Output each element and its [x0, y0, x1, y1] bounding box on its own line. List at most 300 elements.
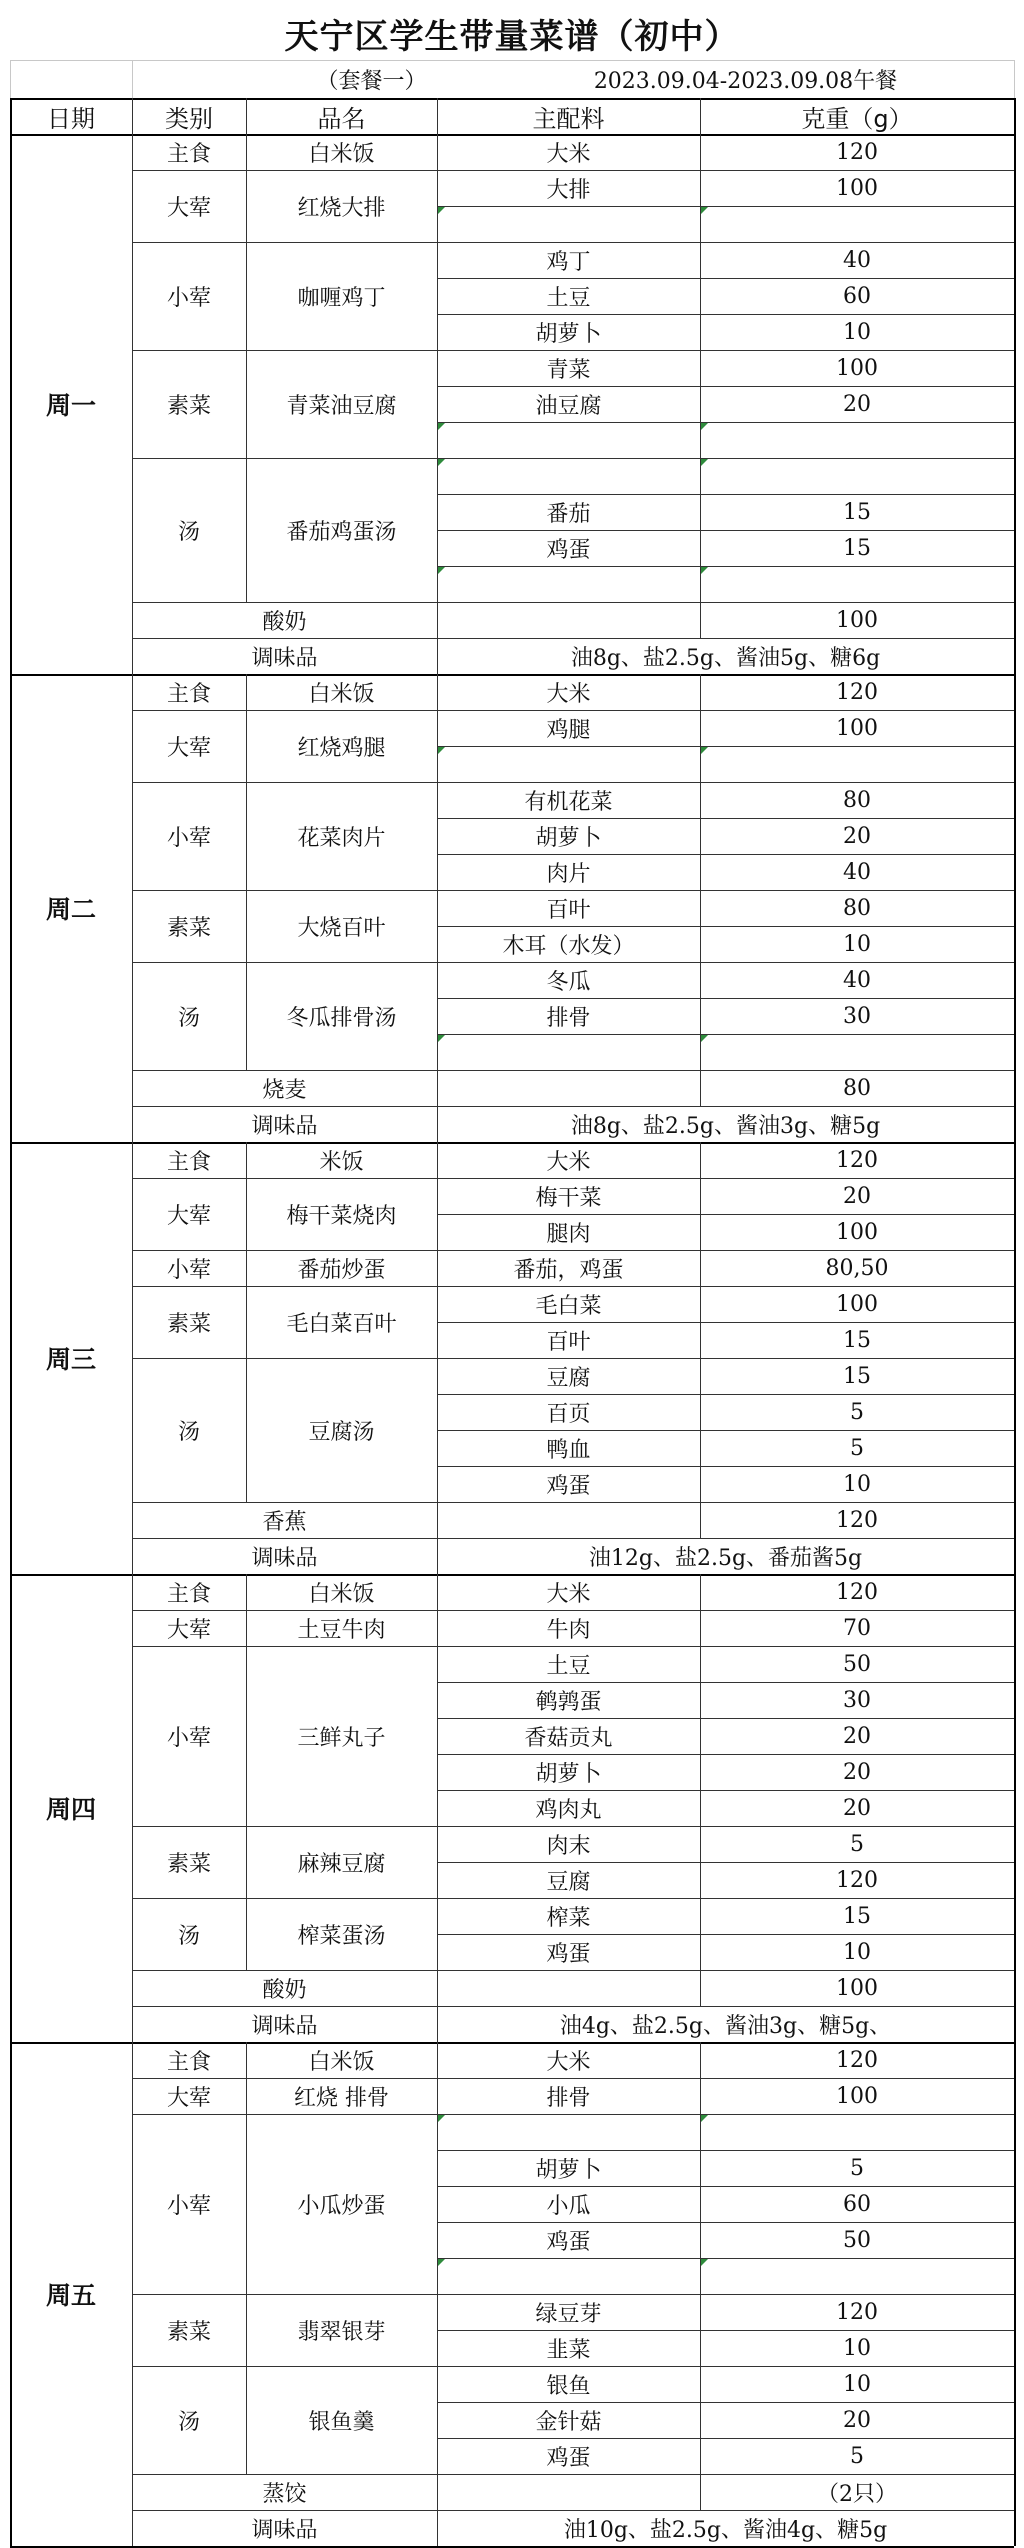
weight-cell [700, 2114, 1014, 2150]
ingredient-cell: 有机花菜 [524, 789, 613, 815]
grid-line [437, 674, 438, 1142]
weight-cell: 40 [843, 859, 871, 885]
grid-line [1014, 674, 1016, 1142]
weight-cell: 50 [843, 1651, 871, 1677]
cell-note-marker [438, 2115, 445, 2122]
weight-cell: 15 [843, 535, 871, 561]
grid-line [132, 2042, 133, 2546]
grid-line [132, 890, 1014, 891]
grid-line [437, 926, 1014, 927]
grid-line [132, 170, 1014, 171]
ingredient-cell: 梅干菜 [535, 1185, 602, 1211]
cell-note-marker [701, 459, 708, 466]
header-weight: 克重（g） [801, 104, 913, 133]
weight-cell: 80,50 [825, 1255, 889, 1281]
ingredient-cell: 鸡丁 [546, 249, 591, 275]
extra-item-weight: 120 [836, 1507, 878, 1533]
dish-cell: 红烧鸡腿 [297, 735, 386, 761]
extra-item-ingredient [437, 1502, 700, 1538]
weight-cell: 5 [850, 2443, 864, 2469]
ingredient-cell: 绿豆芽 [535, 2301, 602, 2327]
ingredient-cell: 鸡蛋 [546, 2445, 591, 2471]
seasoning-label: 调味品 [251, 1545, 318, 1571]
cell-note-marker [438, 207, 445, 214]
weight-cell: 100 [836, 2083, 878, 2109]
weight-cell: 10 [843, 319, 871, 345]
extra-item-weight: （2只） [817, 2481, 897, 2507]
ingredient-cell: 香菇贡丸 [524, 1725, 613, 1751]
extra-item-ingredient [437, 2474, 700, 2510]
dish-cell: 豆腐汤 [308, 1419, 375, 1445]
grid-line [437, 422, 1014, 423]
weight-cell: 30 [843, 1687, 871, 1713]
ingredient-cell [437, 1034, 700, 1070]
grid-line [1014, 60, 1015, 98]
weight-cell: 10 [843, 1471, 871, 1497]
ingredient-cell: 排骨 [546, 2085, 591, 2111]
grid-line [700, 2042, 701, 2510]
weight-cell [700, 2258, 1014, 2294]
grid-line [246, 1142, 247, 1502]
grid-line [132, 458, 1014, 459]
grid-line [437, 854, 1014, 855]
weight-cell: 120 [836, 679, 878, 705]
category-cell: 汤 [177, 2409, 200, 2435]
ingredient-cell: 冬瓜 [546, 969, 591, 995]
category-cell: 大荤 [166, 1203, 211, 1229]
category-cell: 汤 [177, 1419, 200, 1445]
extra-item-ingredient [437, 1070, 700, 1106]
category-cell: 主食 [166, 1149, 211, 1175]
grid-line [246, 98, 247, 134]
grid-line [437, 1394, 1014, 1395]
weight-cell: 70 [843, 1615, 871, 1641]
grid-line [10, 60, 11, 98]
weight-cell: 100 [836, 1219, 878, 1245]
grid-line [132, 674, 133, 1142]
page-title: 天宁区学生带量菜谱（初中） [284, 16, 740, 57]
dish-cell: 红烧 排骨 [294, 2085, 389, 2111]
day-label: 周二 [45, 895, 96, 924]
grid-line [437, 494, 1014, 495]
grid-line [132, 1358, 1014, 1359]
weight-cell: 100 [836, 1291, 878, 1317]
weight-cell: 10 [843, 2371, 871, 2397]
weight-cell [700, 206, 1014, 242]
ingredient-cell: 大米 [546, 2049, 591, 2075]
grid-line [246, 674, 247, 1070]
dish-cell: 白米饭 [308, 141, 375, 167]
grid-line [132, 1142, 133, 1574]
category-cell: 素菜 [166, 393, 211, 419]
grid-line [1014, 134, 1016, 674]
category-cell: 大荤 [166, 2085, 211, 2111]
cell-note-marker [438, 567, 445, 574]
category-cell: 大荤 [166, 195, 211, 221]
grid-line [437, 818, 1014, 819]
header-date: 日期 [47, 104, 95, 133]
weight-cell: 100 [836, 355, 878, 381]
weight-cell: 20 [843, 823, 871, 849]
weight-cell: 120 [836, 1147, 878, 1173]
grid-line [132, 710, 1014, 711]
grid-line [132, 962, 1014, 963]
category-cell: 小荤 [166, 825, 211, 851]
grid-line [437, 1466, 1014, 1467]
dish-cell: 白米饭 [308, 1581, 375, 1607]
weight-cell: 15 [843, 499, 871, 525]
weight-cell: 15 [843, 1903, 871, 1929]
weight-cell: 5 [850, 1399, 864, 1425]
weight-cell: 120 [836, 1579, 878, 1605]
cell-note-marker [438, 423, 445, 430]
grid-line [1014, 1574, 1016, 2042]
grid-line [10, 674, 12, 1142]
seasoning-label: 调味品 [251, 2517, 318, 2543]
weight-cell: 80 [843, 787, 871, 813]
grid-line [10, 98, 12, 134]
weight-cell [700, 422, 1014, 458]
ingredient-cell: 鸡蛋 [546, 537, 591, 563]
ingredient-cell: 牛肉 [546, 1617, 591, 1643]
grid-line [10, 98, 1014, 100]
header-category: 类别 [165, 104, 213, 133]
weight-cell: 120 [836, 139, 878, 165]
category-cell: 素菜 [166, 915, 211, 941]
ingredient-cell: 排骨 [546, 1005, 591, 1031]
dish-cell: 番茄鸡蛋汤 [286, 519, 397, 545]
weight-cell: 15 [843, 1327, 871, 1353]
header-ingredient: 主配料 [532, 104, 605, 133]
ingredient-cell [437, 566, 700, 602]
ingredient-cell: 番茄，鸡蛋 [513, 1257, 624, 1283]
grid-line [132, 134, 133, 674]
ingredient-cell: 胡萝卜 [535, 2157, 602, 2183]
category-cell: 小荤 [166, 1257, 211, 1283]
extra-item-label: 蒸饺 [262, 2481, 307, 2507]
grid-line [437, 2330, 1014, 2331]
seasoning-value: 油8g、盐2.5g、酱油5g、糖6g [570, 645, 881, 671]
category-cell: 素菜 [166, 2319, 211, 2345]
ingredient-cell: 油豆腐 [535, 393, 602, 419]
grid-line [437, 1862, 1014, 1863]
ingredient-cell: 土豆 [546, 285, 591, 311]
grid-line [437, 1034, 1014, 1035]
grid-line [132, 1898, 1014, 1899]
weight-cell: 40 [843, 967, 871, 993]
ingredient-cell: 百叶 [546, 897, 591, 923]
seasoning-value: 油10g、盐2.5g、酱油4g、糖5g [563, 2517, 888, 2543]
cell-note-marker [701, 207, 708, 214]
grid-line [10, 2042, 12, 2546]
weight-cell: 40 [843, 247, 871, 273]
dish-cell: 米饭 [319, 1149, 364, 1175]
dish-cell: 小瓜炒蛋 [297, 2193, 386, 2219]
dish-cell: 三鲜丸子 [297, 1725, 386, 1751]
grid-line [437, 386, 1014, 387]
grid-line [437, 998, 1014, 999]
day-label: 周三 [45, 1345, 96, 1374]
ingredient-cell [437, 2114, 700, 2150]
grid-line [437, 278, 1014, 279]
dish-cell: 番茄炒蛋 [297, 1257, 386, 1283]
weight-cell: 20 [843, 1183, 871, 1209]
dish-cell: 榨菜蛋汤 [297, 1923, 386, 1949]
cell-note-marker [438, 459, 445, 466]
grid-line [132, 1646, 1014, 1647]
ingredient-cell: 鸡肉丸 [535, 1797, 602, 1823]
weight-cell: 20 [843, 1759, 871, 1785]
seasoning-label: 调味品 [251, 1113, 318, 1139]
ingredient-cell: 木耳（水发） [502, 933, 635, 959]
seasoning-label: 调味品 [251, 2013, 318, 2039]
grid-line [1014, 2042, 1016, 2546]
weight-cell: 100 [836, 715, 878, 741]
grid-line [700, 674, 701, 1106]
cell-note-marker [701, 2259, 708, 2266]
grid-line [437, 1142, 438, 1574]
cell-note-marker [438, 747, 445, 754]
ingredient-cell: 肉片 [546, 861, 591, 887]
category-cell: 素菜 [166, 1311, 211, 1337]
ingredient-cell: 鸡蛋 [546, 1473, 591, 1499]
ingredient-cell: 大排 [546, 177, 591, 203]
seasoning-value: 油4g、盐2.5g、酱油3g、糖5g、 [559, 2013, 892, 2039]
weight-cell: 20 [843, 2407, 871, 2433]
dish-cell: 梅干菜烧肉 [286, 1203, 397, 1229]
extra-item-label: 烧麦 [262, 1077, 307, 1103]
seasoning-value: 油8g、盐2.5g、酱油3g、糖5g [570, 1113, 881, 1139]
weight-cell: 20 [843, 391, 871, 417]
weight-cell: 80 [843, 895, 871, 921]
grid-line [437, 314, 1014, 315]
dish-cell: 花菜肉片 [297, 825, 386, 851]
dish-cell: 土豆牛肉 [297, 1617, 386, 1643]
grid-line [1014, 98, 1016, 134]
ingredient-cell: 大米 [546, 141, 591, 167]
header-dish: 品名 [317, 104, 366, 133]
grid-line [700, 98, 701, 134]
ingredient-cell: 胡萝卜 [535, 321, 602, 347]
ingredient-cell: 韭菜 [546, 2337, 591, 2363]
category-cell: 汤 [177, 1923, 200, 1949]
ingredient-cell: 腿肉 [546, 1221, 591, 1247]
dish-cell: 咖喱鸡丁 [297, 285, 386, 311]
grid-line [437, 2258, 1014, 2259]
dish-cell: 麻辣豆腐 [297, 1851, 386, 1877]
ingredient-cell: 大米 [546, 1581, 591, 1607]
set-label: （套餐一） [316, 68, 427, 94]
grid-line [10, 1142, 12, 1574]
grid-line [132, 60, 133, 98]
category-cell: 主食 [166, 681, 211, 707]
extra-item-weight: 100 [836, 607, 878, 633]
weight-cell: 120 [836, 1867, 878, 1893]
weight-cell: 5 [850, 2155, 864, 2181]
grid-line [437, 1682, 1014, 1683]
cell-note-marker [701, 2115, 708, 2122]
ingredient-cell: 鸡腿 [546, 717, 591, 743]
grid-line [132, 1574, 133, 2042]
grid-line [437, 1574, 438, 2042]
cell-note-marker [438, 1035, 445, 1042]
grid-line [132, 2294, 1014, 2295]
grid-line [437, 1754, 1014, 1755]
weight-cell: 10 [843, 931, 871, 957]
category-cell: 大荤 [166, 1617, 211, 1643]
grid-line [437, 2042, 438, 2546]
grid-line [437, 1718, 1014, 1719]
extra-item-weight: 100 [836, 1975, 878, 2001]
weight-cell: 120 [836, 2299, 878, 2325]
ingredient-cell [437, 206, 700, 242]
ingredient-cell: 百页 [546, 1401, 591, 1427]
ingredient-cell: 鸭血 [546, 1437, 591, 1463]
day-label: 周一 [45, 391, 96, 420]
ingredient-cell: 豆腐 [546, 1365, 591, 1391]
grid-line [437, 98, 438, 134]
dish-cell: 大烧百叶 [297, 915, 386, 941]
ingredient-cell: 青菜 [546, 357, 591, 383]
grid-line [437, 1430, 1014, 1431]
category-cell: 汤 [177, 519, 200, 545]
grid-line [132, 1178, 1014, 1179]
grid-line [437, 530, 1014, 531]
grid-line [132, 2114, 1014, 2115]
grid-line [132, 350, 1014, 351]
dish-cell: 青菜油豆腐 [286, 393, 397, 419]
category-cell: 主食 [166, 2049, 211, 2075]
category-cell: 素菜 [166, 1851, 211, 1877]
ingredient-cell [437, 746, 700, 782]
ingredient-cell: 鹌鹑蛋 [535, 1689, 602, 1715]
weight-cell [700, 746, 1014, 782]
extra-item-weight: 80 [843, 1075, 871, 1101]
dish-cell: 冬瓜排骨汤 [286, 1005, 397, 1031]
grid-line [437, 1322, 1014, 1323]
ingredient-cell: 胡萝卜 [535, 825, 602, 851]
dish-cell: 红烧大排 [297, 195, 386, 221]
cell-note-marker [701, 423, 708, 430]
grid-line [700, 134, 701, 638]
weight-cell: 100 [836, 175, 878, 201]
grid-line [132, 1250, 1014, 1251]
grid-line [132, 2366, 1014, 2367]
weight-cell: 60 [843, 2191, 871, 2217]
ingredient-cell: 肉末 [546, 1833, 591, 1859]
cell-note-marker [701, 747, 708, 754]
grid-line [700, 1574, 701, 2006]
weight-cell [700, 1034, 1014, 1070]
grid-line [132, 1286, 1014, 1287]
ingredient-cell: 金针菇 [535, 2409, 602, 2435]
ingredient-cell [437, 422, 700, 458]
grid-line [246, 1574, 247, 1970]
day-label: 周四 [45, 1795, 96, 1824]
weight-cell: 60 [843, 283, 871, 309]
ingredient-cell: 毛白菜 [535, 1293, 602, 1319]
extra-item-ingredient [437, 1970, 700, 2006]
dish-cell: 毛白菜百叶 [286, 1311, 397, 1337]
grid-line [132, 782, 1014, 783]
grid-line [437, 206, 1014, 207]
date-range: 2023.09.04-2023.09.08午餐 [593, 68, 898, 94]
weight-cell: 120 [836, 2047, 878, 2073]
weight-cell [700, 566, 1014, 602]
category-cell: 汤 [177, 1005, 200, 1031]
grid-line [437, 1934, 1014, 1935]
grid-line [246, 134, 247, 602]
dish-cell: 白米饭 [308, 2049, 375, 2075]
weight-cell: 50 [843, 2227, 871, 2253]
cell-note-marker [701, 1035, 708, 1042]
grid-line [1014, 1142, 1016, 1574]
ingredient-cell: 鸡蛋 [546, 1941, 591, 1967]
category-cell: 主食 [166, 1581, 211, 1607]
grid-line [246, 2042, 247, 2474]
weight-cell: 30 [843, 1003, 871, 1029]
grid-line [10, 1574, 12, 2042]
grid-line [132, 98, 133, 134]
ingredient-cell: 鸡蛋 [546, 2229, 591, 2255]
ingredient-cell: 银鱼 [546, 2373, 591, 2399]
weight-cell [700, 458, 1014, 494]
extra-item-ingredient [437, 602, 700, 638]
ingredient-cell: 小瓜 [546, 2193, 591, 2219]
category-cell: 小荤 [166, 2193, 211, 2219]
weight-cell: 10 [843, 1939, 871, 1965]
seasoning-value: 油12g、盐2.5g、番茄酱5g [588, 1545, 863, 1571]
seasoning-label: 调味品 [251, 645, 318, 671]
grid-line [437, 2402, 1014, 2403]
ingredient-cell: 大米 [546, 1149, 591, 1175]
grid-line [437, 746, 1014, 747]
weight-cell: 10 [843, 2335, 871, 2361]
grid-line [437, 2438, 1014, 2439]
ingredient-cell: 百叶 [546, 1329, 591, 1355]
grid-line [437, 566, 1014, 567]
ingredient-cell: 胡萝卜 [535, 1761, 602, 1787]
grid-line [10, 134, 12, 674]
weight-cell: 20 [843, 1795, 871, 1821]
grid-line [700, 1142, 701, 1538]
weight-cell: 15 [843, 1363, 871, 1389]
dish-cell: 银鱼羹 [308, 2409, 375, 2435]
category-cell: 主食 [166, 141, 211, 167]
category-cell: 大荤 [166, 735, 211, 761]
cell-note-marker [438, 2259, 445, 2266]
ingredient-cell [437, 458, 700, 494]
ingredient-cell: 土豆 [546, 1653, 591, 1679]
category-cell: 小荤 [166, 285, 211, 311]
grid-line [437, 2222, 1014, 2223]
weight-cell: 5 [850, 1831, 864, 1857]
cell-note-marker [701, 567, 708, 574]
grid-line [437, 2186, 1014, 2187]
grid-line [132, 1610, 1014, 1611]
grid-line [437, 2150, 1014, 2151]
category-cell: 小荤 [166, 1725, 211, 1751]
ingredient-cell: 豆腐 [546, 1869, 591, 1895]
extra-item-label: 酸奶 [262, 1977, 307, 2003]
day-label: 周五 [45, 2281, 96, 2310]
grid-line [437, 1790, 1014, 1791]
weight-cell: 20 [843, 1723, 871, 1749]
ingredient-cell [437, 2258, 700, 2294]
dish-cell: 白米饭 [308, 681, 375, 707]
ingredient-cell: 番茄 [546, 501, 591, 527]
ingredient-cell: 榨菜 [546, 1905, 591, 1931]
